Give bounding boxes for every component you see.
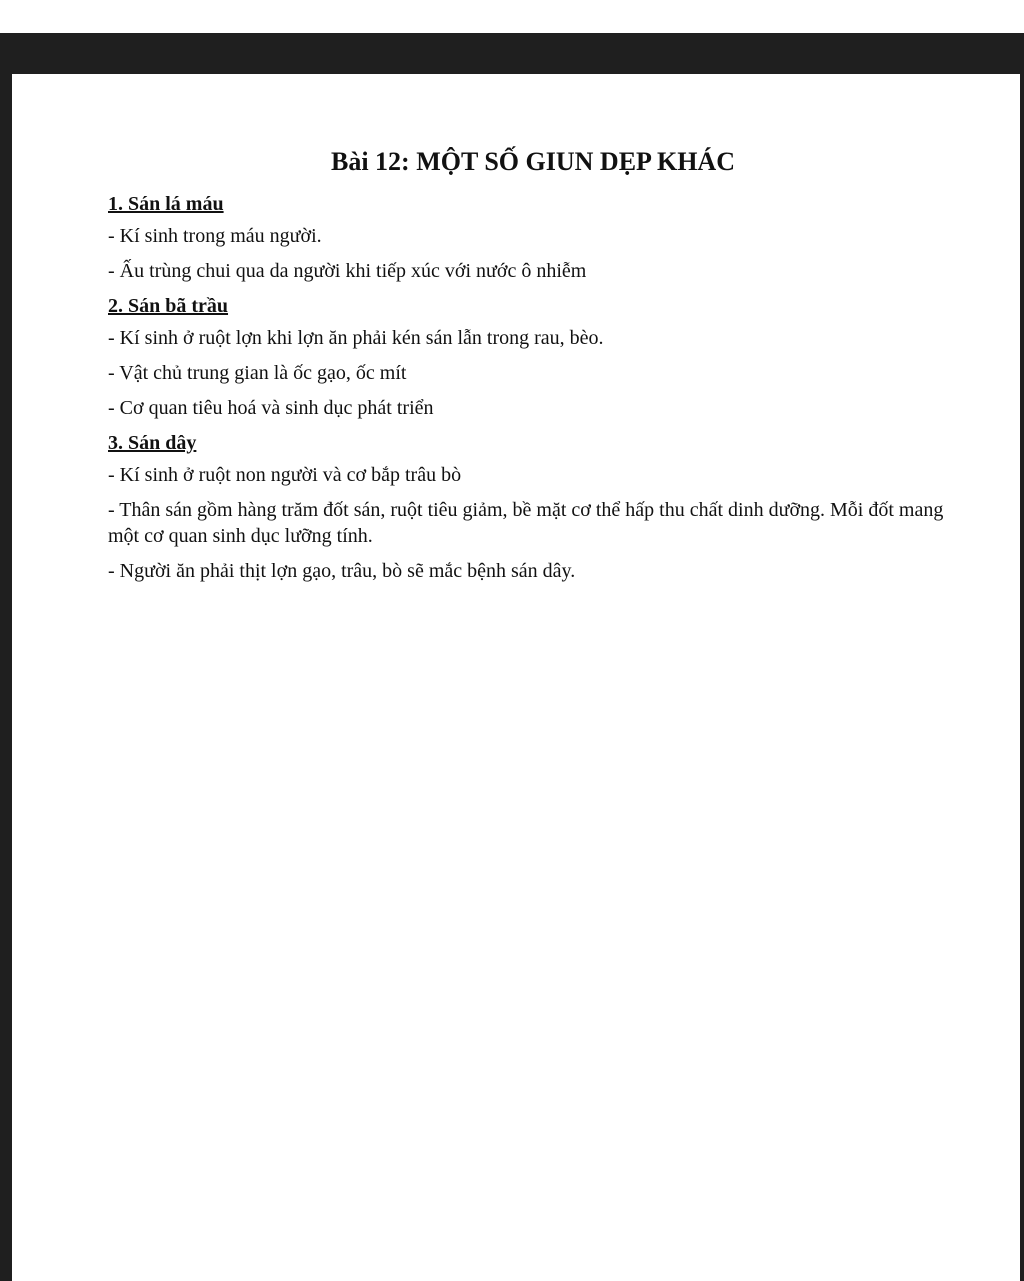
section-heading: 2. Sán bã trầu: [108, 295, 229, 317]
list-item: - Kí sinh ở ruột lợn khi lợn ăn phải kén sán lẫn trong rau, bèo.: [108, 327, 604, 349]
section-heading: 1. Sán lá máu: [108, 193, 224, 215]
section-heading: 3. Sán dây: [108, 432, 197, 454]
viewer-top-bar: [0, 33, 1024, 74]
document-content: [108, 145, 958, 593]
section-san-la-mau: [108, 191, 958, 284]
section-san-day: [108, 430, 958, 584]
viewer-right-border: [1020, 33, 1024, 1281]
list-item: - Kí sinh trong máu người.: [108, 225, 322, 247]
document-title: Bài 12: MỘT SỐ GIUN DẸP KHÁC: [330, 147, 735, 176]
section-san-ba-trau: [108, 293, 958, 421]
list-item: - Cơ quan tiêu hoá và sinh dục phát triển: [108, 397, 434, 419]
list-item: - Thân sán gồm hàng trăm đốt sán, ruột tiêu giảm, bề mặt cơ thể hấp thu chất dinh dưỡng. Mỗi đốt mang một cơ quan sinh dục lưỡng tính.: [108, 499, 944, 547]
top-margin: [0, 0, 1024, 33]
list-item: - Người ăn phải thịt lợn gạo, trâu, bò sẽ mắc bệnh sán dây.: [108, 560, 576, 582]
list-item: - Vật chủ trung gian là ốc gạo, ốc mít: [108, 362, 407, 384]
list-item: - Kí sinh ở ruột non người và cơ bắp trâu bò: [108, 464, 462, 486]
list-item: - Ấu trùng chui qua da người khi tiếp xúc với nước ô nhiễm: [108, 260, 587, 282]
viewer-left-border: [0, 33, 12, 1281]
document-page: [12, 74, 1020, 1281]
